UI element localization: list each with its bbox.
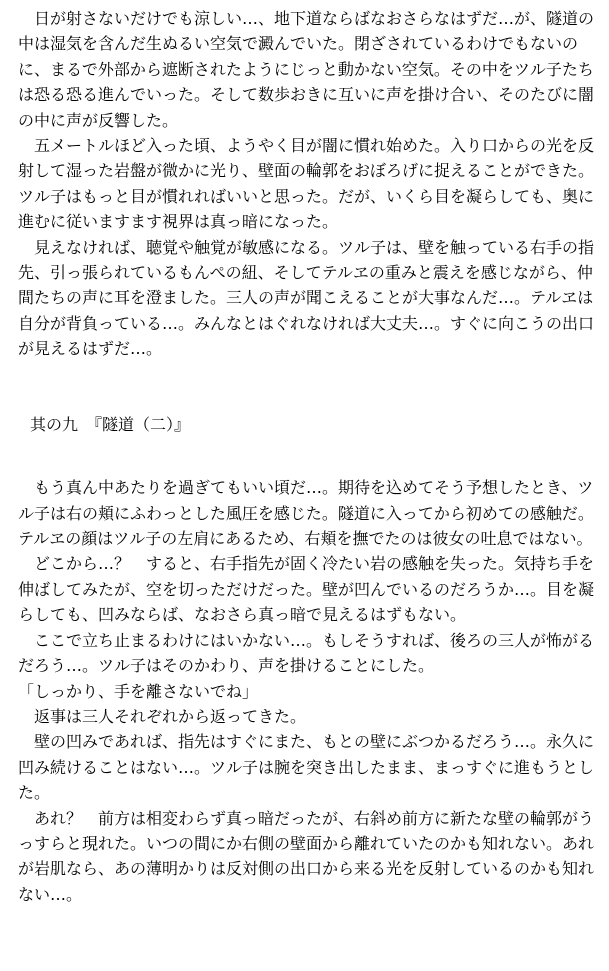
blank-line bbox=[0, 438, 609, 463]
paragraph: あれ？ 前方は相変わらず真っ暗だったが、右斜め前方に新たな壁の輪郭がうっすらと現れた。いつの間にか右側の壁面から離れていたのかも知れない。あれが岩肌なら、あの薄明かりは反対側の出口から来る光を反射しているのかも知れない…。 bbox=[18, 808, 595, 904]
chapter-heading: 其の九 『隧道（二）』 bbox=[30, 415, 191, 435]
blank-line bbox=[0, 362, 609, 387]
paragraph: 見えなければ、聴覚や触覚が敏感になる。ツル子は、壁を触っている右手の指先、引っ張られているもんぺの紐、そしてテルヱの重みと震えを感じながら、仲間たちの声に耳を澄ました。三人の声が聞こえることが大事なんだ…。テルヱは自分が背負っている…。みんなとはぐれなければ大丈夫…。すぐに向こうの出口が見えるはずだ…。 bbox=[18, 237, 595, 359]
blank-line bbox=[0, 387, 609, 412]
section-1 bbox=[0, 0, 609, 362]
paragraph: 日が射さないだけでも涼しい…、地下道ならばなおさらなはずだ…が、隧道の中は湿気を含んだ生ぬるい空気で澱んでいた。閉ざされているわけでもないのに、まるで外部から遮断されたようにじっと動かない空気。その中をツル子たちは恐る恐る進んでいった。そして数歩おきに互いに声を掛け合い、そのたびに闇の中に声が反響した。 bbox=[18, 9, 595, 130]
paragraph: 五メートルほど入った頃、ようやく目が闇に慣れ始めた。入り口からの光を反射して湿った岩盤が微かに光り、壁面の輪郭をおぼろげに捉えることができた。ツル子はもっと目が慣れればいいと思った。だが、いくら目を凝らしても、奥に進むに従いますます視界は真っ暗になった。 bbox=[18, 136, 595, 232]
dialogue-line: 「しっかり、手を離さないでね」 bbox=[18, 681, 259, 701]
paragraph: 返事は三人それぞれから返ってきた。 bbox=[34, 706, 307, 726]
section-2 bbox=[0, 475, 609, 907]
paragraph: ここで立ち止まるわけにはいかない…。もしそうすれば、後ろの三人が怖がるだろう…。ツル子はそのかわり、声を掛けることにした。 bbox=[18, 630, 595, 676]
paragraph: 壁の凹みであれば、指先はすぐにまた、もとの壁にぶつかるだろう…。永久に凹み続けることはない…。ツル子は腕を突き出したまま、まっすぐに進もうとした。 bbox=[18, 732, 595, 803]
paragraph: どこから…？ すると、右手指先が固く冷たい岩の感触を失った。気持ち手を伸ばしてみたが、空を切っただけだった。壁が凹んでいるのだろうか…。目を凝らしても、凹みならば、なおさら真っ暗で見えるはずもない。 bbox=[18, 554, 595, 625]
paragraph: もう真ん中あたりを過ぎてもいい頃だ…。期待を込めてそう予想したとき、ツル子は右の頬にふわっとした風圧を感じた。隧道に入ってから初めての感触だ。テルヱの顔はツル子の左肩にあるため、右頬を撫でたのは彼女の吐息ではない。 bbox=[18, 478, 594, 549]
